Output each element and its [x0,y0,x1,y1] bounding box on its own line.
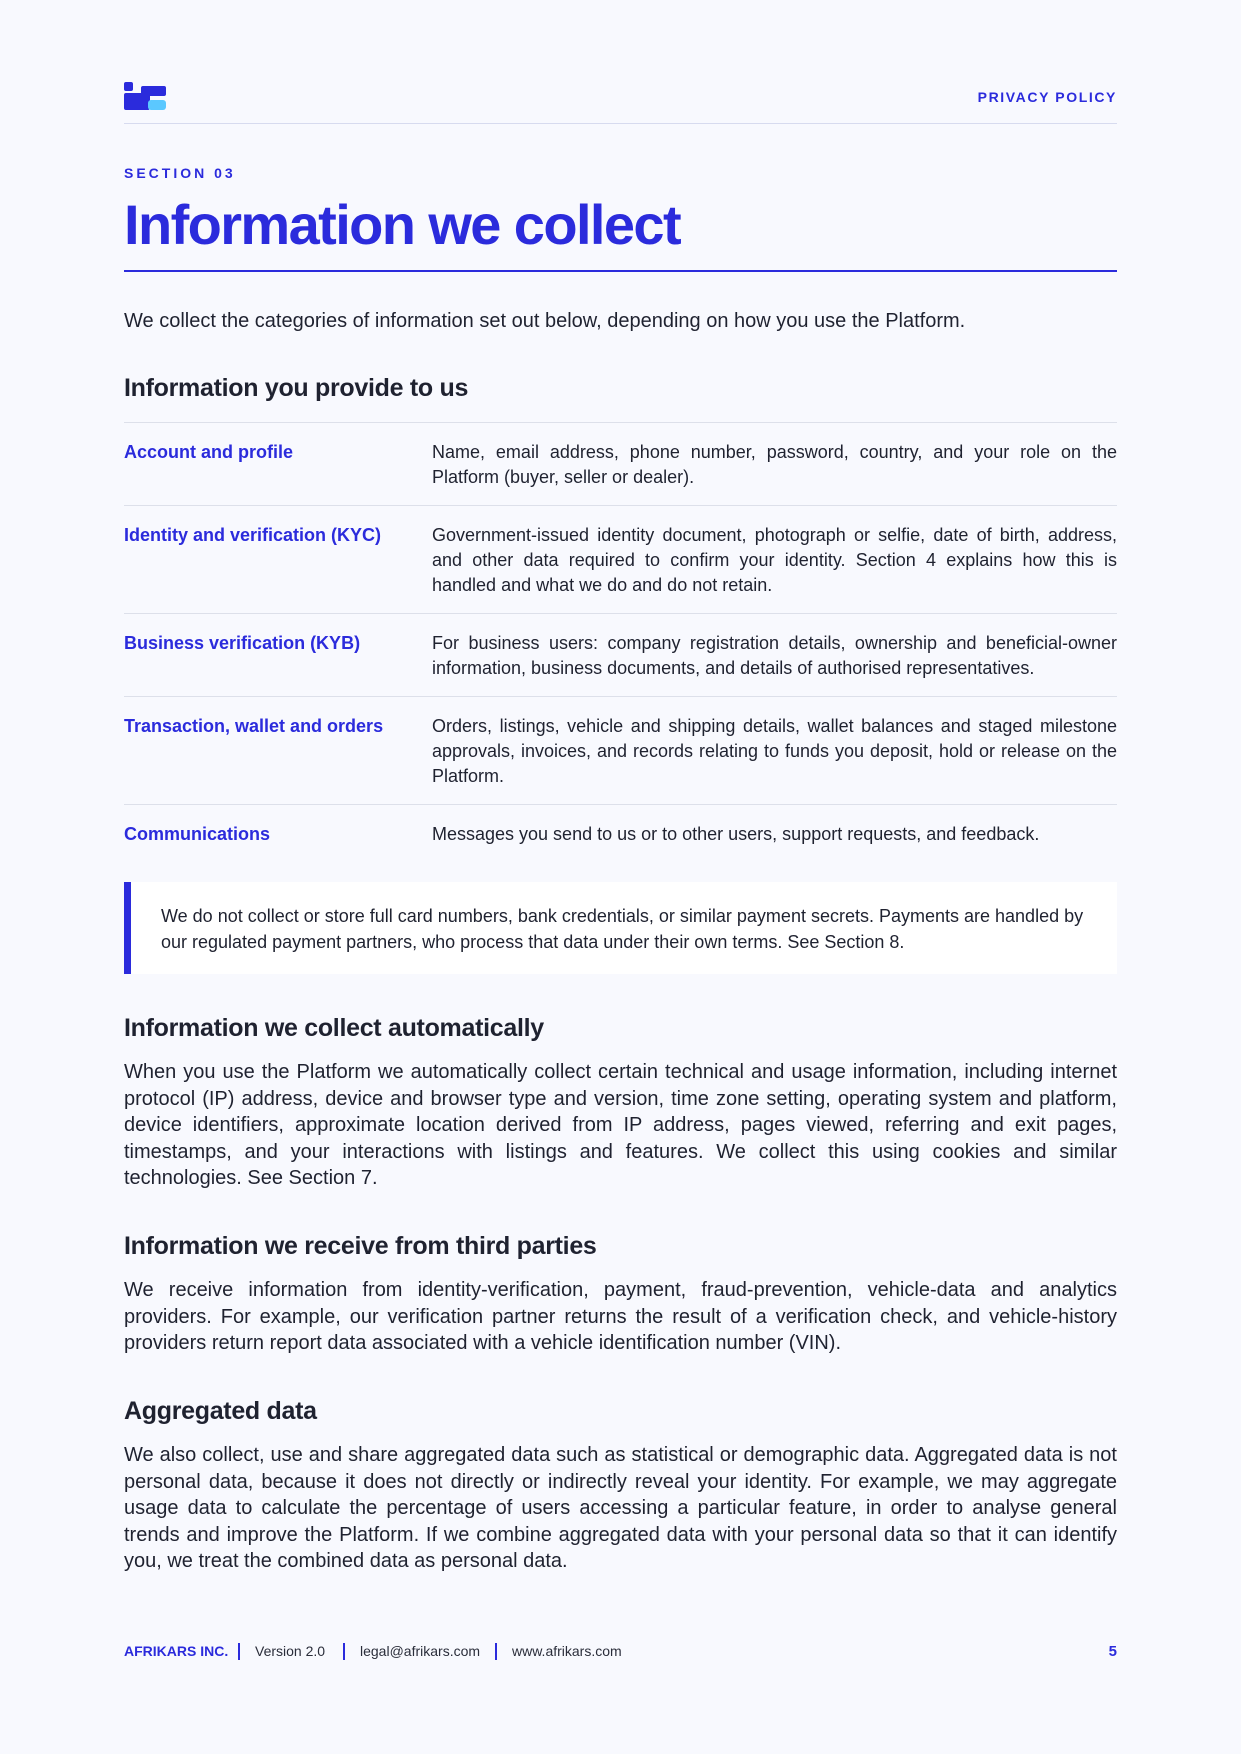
intro-paragraph: We collect the categories of information set out below, depending on how you use the Platform. [124,310,966,332]
category-label: Transaction, wallet and orders [124,697,432,805]
section-third-parties [124,1232,1117,1357]
afrikars-logo-icon [124,82,166,112]
category-label: Business verification (KYB) [124,614,432,697]
aggregated-paragraph: We also collect, use and share aggregated data such as statistical or demographic data. Aggregated data is not personal data, because it does not directly or indirectly reveal your identity. For example, we may aggregate usage data to calculate the percentage of users accessing a particular feature, in order to analyse general trends and improve the Platform. If we combine aggregated data with your personal data so that it can identify you, we treat the combined data as personal data. [124,1444,1117,1572]
page-title: Information we collect [124,193,680,256]
page-header [124,80,1117,124]
payment-callout: We do not collect or store full card numbers, bank credentials, or similar payment secrets. Payments are handled by our regulated payment partners, who process that data under their own terms. See Section 8. [124,882,1117,974]
table-row [124,805,1117,863]
category-label: Communications [124,805,432,863]
page-number: 5 [1108,1643,1117,1660]
category-description: Name, email address, phone number, password, country, and your role on the Platform (buyer, seller or dealer). [432,423,1117,506]
section-aggregated [124,1397,1117,1575]
footer-separator [238,1643,240,1660]
header-label: PRIVACY POLICY [977,89,1117,105]
footer-company: AFRIKARS INC. [124,1643,229,1659]
table-row [124,697,1117,805]
title-divider [124,270,1117,272]
third-parties-paragraph: We receive information from identity-verification, payment, fraud-prevention, vehicle-data and analytics providers. For example, our verification partner returns the result of a verification check, and vehicle-history providers return report data associated with a vehicle identification number (VIN). [124,1279,1117,1354]
footer-version: Version 2.0 [255,1643,326,1659]
page-footer [124,1643,1117,1663]
footer-website-link[interactable]: www.afrikars.com [512,1643,622,1659]
footer-separator [343,1643,345,1660]
category-description: Orders, listings, vehicle and shipping details, wallet balances and staged milestone approvals, invoices, and records relating to funds you deposit, hold or release on the Platform. [432,697,1117,805]
table-row [124,423,1117,506]
category-label: Account and profile [124,423,432,506]
automatic-paragraph: When you use the Platform we automatically collect certain technical and usage information, including internet protocol (IP) address, device and browser type and version, time zone setting, operating system and platform, device identifiers, approximate location derived from IP address, pages viewed, referring and exit pages, timestamps, and your interactions with listings and features. We collect this using cookies and similar technologies. See Section 7. [124,1061,1117,1189]
categories-table [124,422,1117,862]
section-eyebrow: SECTION 03 [124,165,236,181]
heading-provide: Information you provide to us [124,374,469,402]
heading-automatic: Information we collect automatically [124,1014,544,1042]
table-row [124,506,1117,614]
footer-separator [495,1643,497,1660]
heading-aggregated: Aggregated data [124,1397,317,1425]
section-automatic [124,1014,1117,1192]
category-description: Messages you send to us or to other users, support requests, and feedback. [432,805,1117,863]
table-row [124,614,1117,697]
heading-third-parties: Information we receive from third parties [124,1232,597,1260]
footer-email-link[interactable]: legal@afrikars.com [360,1643,481,1659]
category-label: Identity and verification (KYC) [124,506,432,614]
category-description: Government-issued identity document, photograph or selfie, date of birth, address, and other data required to confirm your identity. Section 4 explains how this is handled and what we do and do not retain. [432,506,1117,614]
category-description: For business users: company registration details, ownership and beneficial-owner information, business documents, and details of authorised representatives. [432,614,1117,697]
